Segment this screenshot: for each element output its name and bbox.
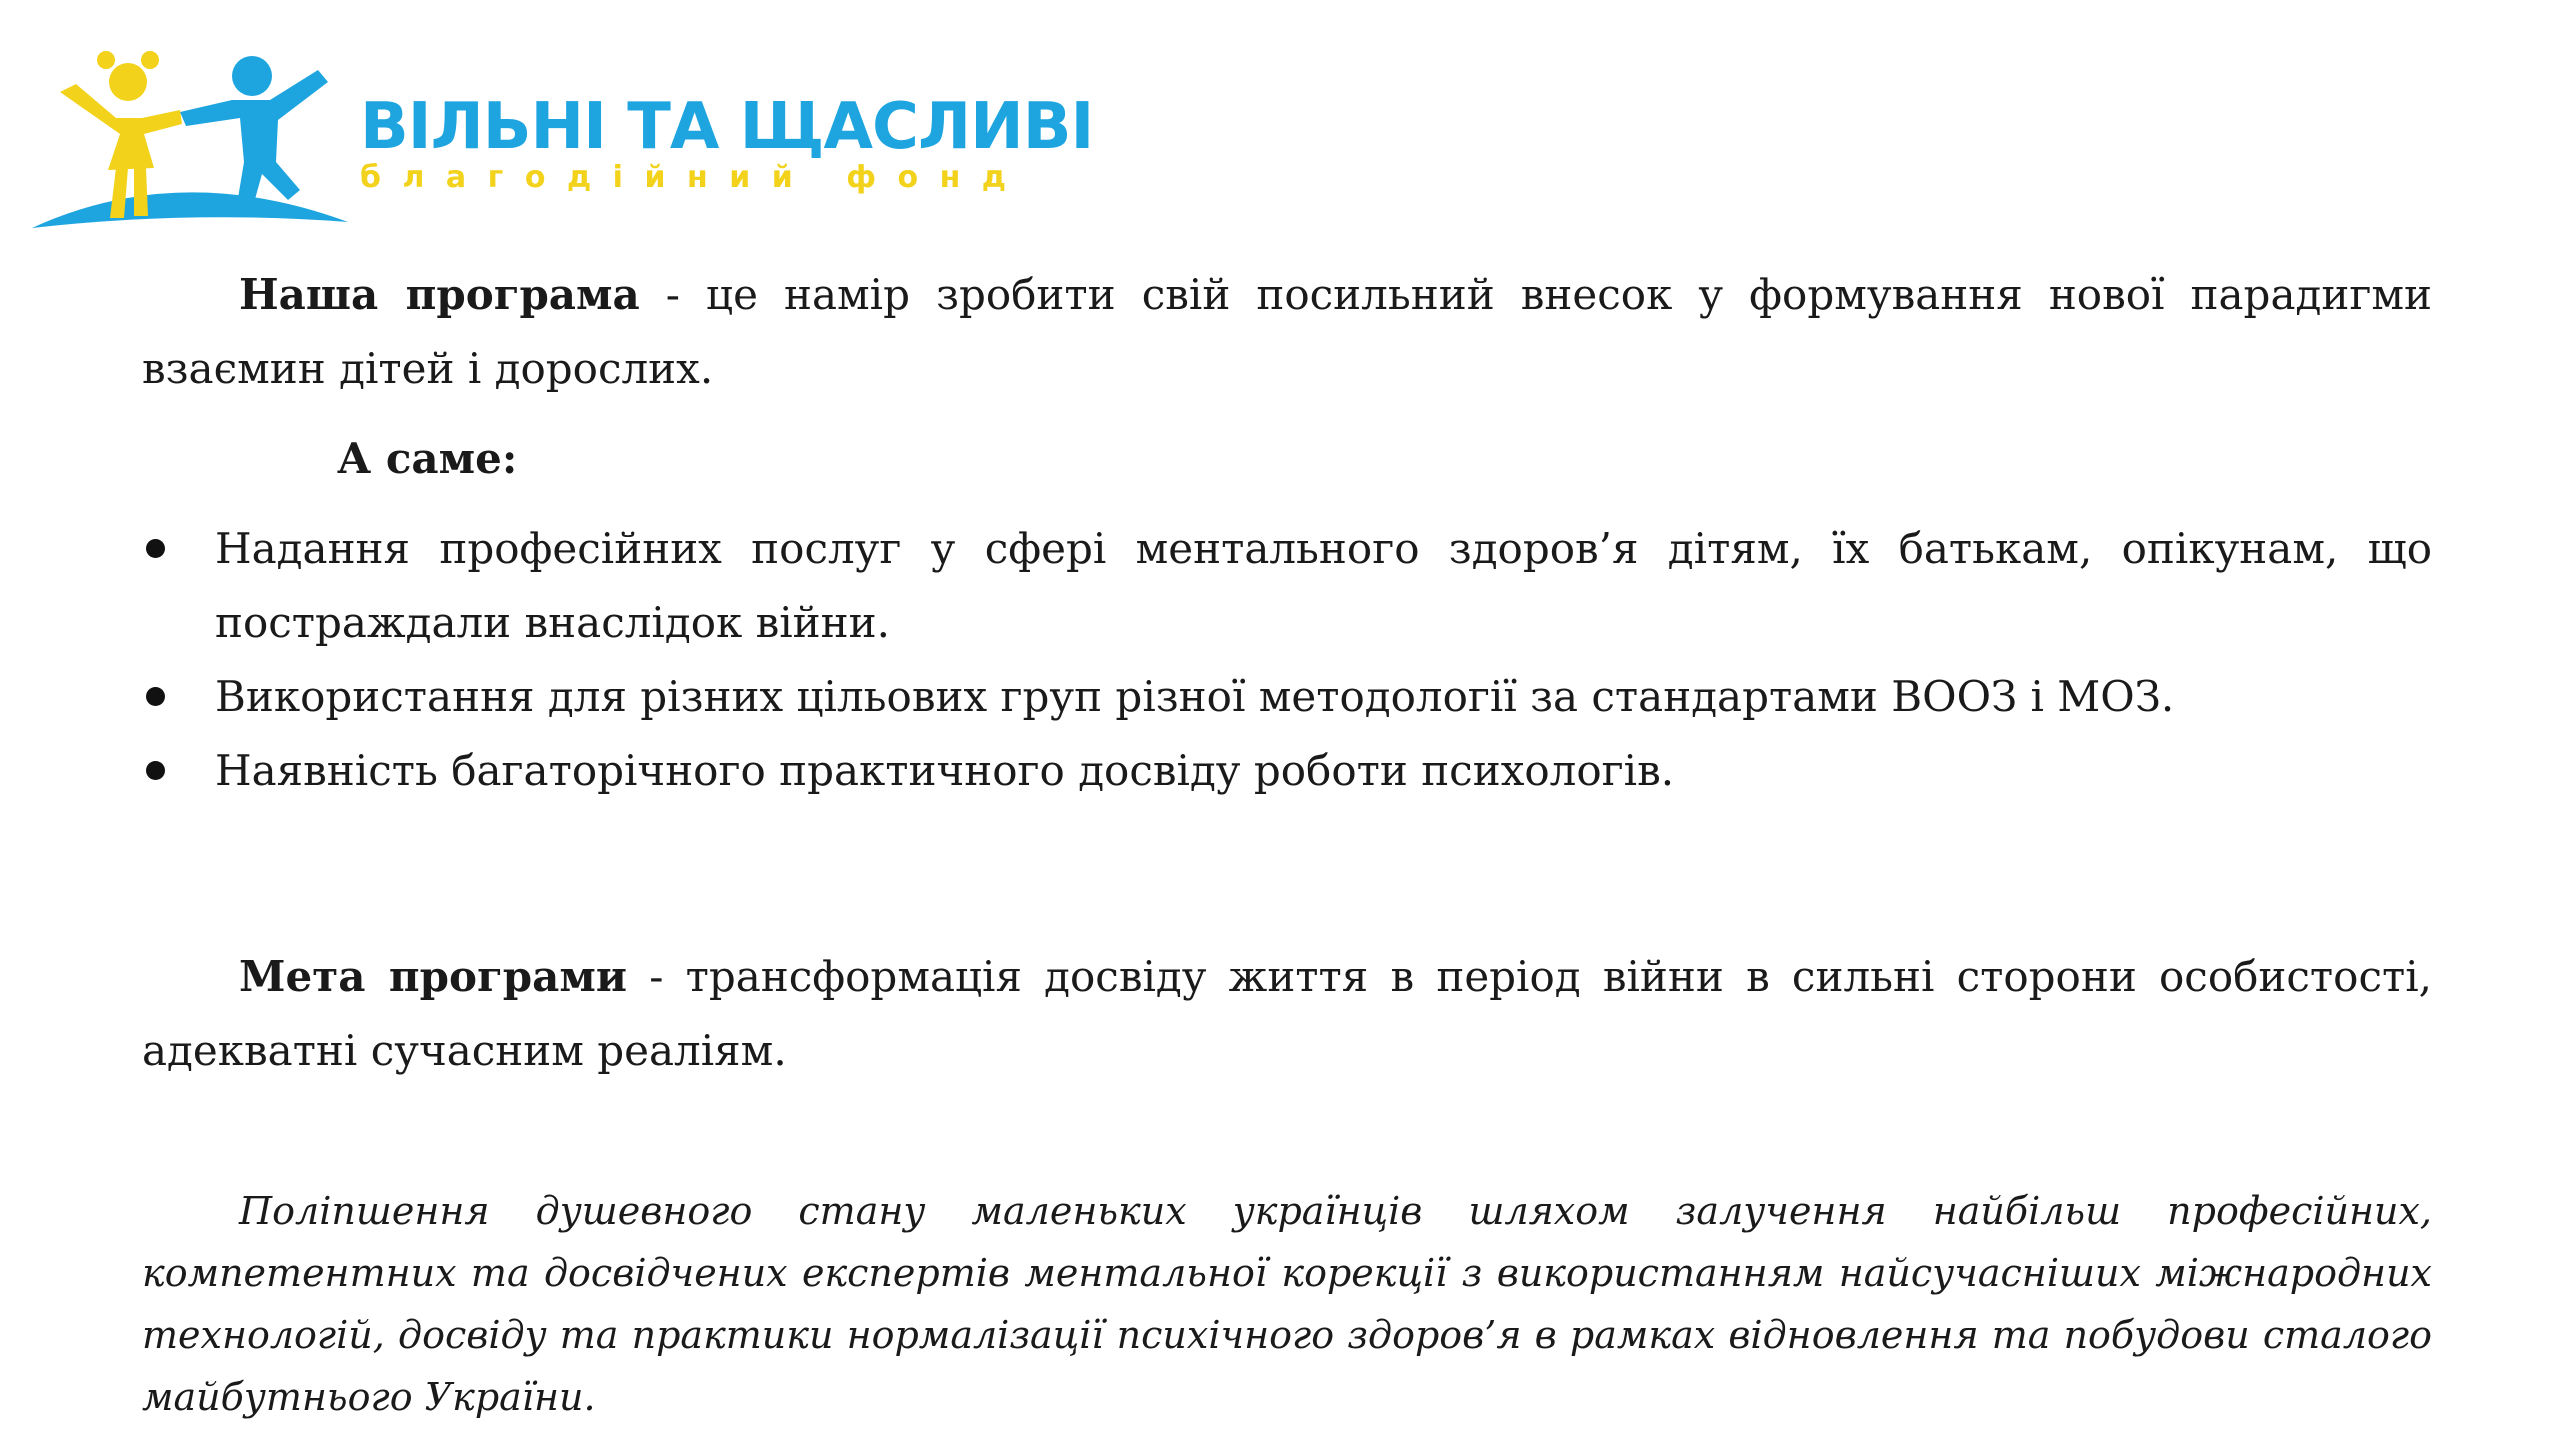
bullet-icon: [146, 539, 165, 558]
list-item: [142, 734, 2432, 808]
subheading: А саме:: [337, 434, 518, 483]
program-text: - це намір зробити свій посильний внесок у формування нової парадигми взаємин дітей і дорослих.: [142, 270, 2433, 393]
document-body: [142, 258, 2432, 1088]
program-bullet-list: [142, 512, 2432, 808]
two-children-playing-icon: [30, 40, 360, 240]
goal-text: - трансформація досвіду життя в період війни в сильні сторони особистості, адекватні сучасним реаліям.: [142, 952, 2432, 1075]
bullet-icon: [146, 761, 165, 780]
logo-wordmark: [360, 92, 1093, 196]
list-item: [142, 512, 2432, 660]
list-item-text: Використання для різних цільових груп різної методології за стандартами ВООЗ і МОЗ.: [215, 672, 2175, 721]
goal-lead: Мета програми: [239, 952, 627, 1001]
logo-title: ВІЛЬНІ ТА ЩАСЛИВІ: [360, 90, 1094, 164]
list-item: [142, 660, 2432, 734]
logo-subtitle: благодійний фонд: [360, 160, 1028, 195]
program-paragraph: [142, 258, 2432, 406]
bullet-icon: [146, 687, 165, 706]
goal-paragraph: [142, 940, 2432, 1088]
charity-logo: [30, 40, 1094, 240]
list-item-text: Наявність багаторічного практичного досвіду роботи психологів.: [215, 746, 1675, 795]
mission-statement: Поліпшення душевного стану маленьких українців шляхом залучення найбільш професійних, компетентних та досвідчених експертів ментальної корекції з використанням найсучасніших міжнародних технологій, досвіду та практики нормалізації психічного здоров’я в рамках відновлення та побудови сталого майбутнього України.: [142, 1189, 2432, 1419]
program-lead: Наша програма: [239, 270, 640, 319]
list-item-text: Надання професійних послуг у сфері ментального здоров’я дітям, їх батькам, опікунам, що постраждали внаслідок війни.: [215, 524, 2432, 647]
